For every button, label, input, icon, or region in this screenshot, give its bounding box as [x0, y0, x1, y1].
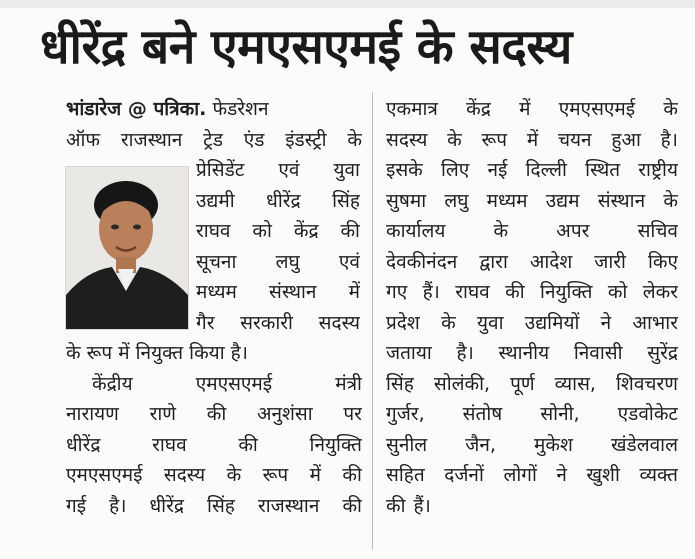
- text-line: [66, 125, 362, 156]
- word: के: [663, 189, 678, 212]
- word: में: [519, 98, 531, 120]
- text-line: [196, 247, 360, 278]
- left-top-lines: [66, 125, 362, 156]
- word: लिए: [440, 159, 470, 181]
- text-line: [196, 216, 360, 247]
- word: इंडस्ट्री: [285, 128, 327, 151]
- text-line: [66, 399, 362, 430]
- word: एकमात्र: [386, 98, 438, 120]
- word: खुशी: [586, 464, 620, 486]
- text-line: [66, 338, 362, 369]
- word: प्रेसिडेंट: [196, 159, 245, 181]
- word: है।: [660, 128, 678, 151]
- word: लघु: [275, 250, 300, 273]
- text-line: [196, 155, 360, 186]
- word: सहित: [386, 464, 425, 486]
- word: एमएसएमई: [558, 98, 636, 120]
- text-line: [386, 430, 678, 461]
- word: सुषमा: [386, 189, 427, 212]
- word: गुर्जर,: [386, 403, 425, 425]
- dateline-rest: फेडरेशन: [206, 98, 269, 120]
- word: उद्यमियों: [524, 311, 580, 334]
- word: अनुशंसा: [256, 403, 313, 425]
- word: धीरेंद्र: [266, 189, 301, 212]
- text-line: [66, 460, 362, 491]
- portrait-photo: [65, 166, 189, 330]
- word: के: [226, 464, 242, 486]
- word: राजस्थान: [257, 494, 320, 517]
- text-line: [386, 94, 678, 125]
- word: रूप: [262, 464, 289, 486]
- text-line: [386, 399, 678, 430]
- word: सिंह: [207, 494, 235, 517]
- text-line: [386, 460, 678, 491]
- text-line: [196, 308, 360, 339]
- text-line: [196, 277, 360, 308]
- word: एवं: [338, 250, 360, 273]
- word: संस्थान: [597, 189, 646, 212]
- word: की: [505, 281, 525, 303]
- word: दर्जनों: [444, 464, 484, 486]
- word: की: [386, 494, 406, 517]
- text-line: [386, 155, 678, 186]
- word: स्थानीय: [498, 342, 550, 364]
- text-line: [196, 186, 360, 217]
- word: कार्यालय: [386, 220, 446, 242]
- word: सदस्य: [318, 311, 360, 334]
- text-line: [386, 186, 678, 217]
- text-line: [386, 491, 678, 522]
- word: एडवोकेट: [617, 403, 678, 425]
- word: एंड: [243, 128, 265, 151]
- word: राजस्थान: [120, 128, 183, 151]
- word: किए: [647, 250, 678, 273]
- word: सोलंकी,: [433, 372, 491, 395]
- word: नियुक्ति: [309, 433, 362, 456]
- word: को: [607, 281, 628, 303]
- text-line: [386, 369, 678, 400]
- word: के रूप में नियुक्त किया है।: [66, 342, 248, 364]
- word: की: [340, 220, 360, 242]
- word: राघव: [152, 433, 187, 456]
- word: राघव: [196, 220, 231, 242]
- word: हुआ: [611, 128, 641, 151]
- word: राष्ट्रीय: [638, 159, 678, 181]
- text-line: [386, 277, 678, 308]
- word: सचिव: [637, 220, 678, 242]
- right-column: [386, 94, 678, 521]
- word: सोनी,: [540, 403, 580, 425]
- word: प्रदेश: [386, 311, 420, 334]
- word: अपर: [556, 220, 590, 242]
- word: में: [526, 128, 539, 151]
- word: लेकर: [642, 281, 678, 303]
- word: सिंह: [386, 372, 414, 395]
- word: राघव: [455, 281, 490, 303]
- word: केंद्र: [466, 98, 491, 120]
- column-divider: [372, 92, 373, 550]
- word: ने: [556, 464, 567, 486]
- word: गई: [66, 494, 87, 517]
- word: स्थित: [585, 159, 621, 181]
- word: लोगों: [503, 464, 537, 486]
- dateline-place: भांडारेज @ पत्रिका.: [66, 98, 207, 120]
- left-column-top: [66, 94, 362, 155]
- word: ट्रेड: [203, 128, 223, 151]
- word: सुरेंद्र: [647, 342, 678, 364]
- text-line: [66, 430, 362, 461]
- word: केंद्रीय: [92, 372, 133, 395]
- word: सदस्य: [386, 128, 428, 151]
- word: के: [493, 220, 509, 242]
- word: रूप: [481, 128, 508, 151]
- dateline-line: [66, 94, 362, 125]
- word: है।: [109, 494, 127, 517]
- word: हैं।: [413, 494, 431, 517]
- word: जताया: [386, 342, 432, 364]
- text-line: [386, 247, 678, 278]
- word: की: [342, 494, 362, 517]
- word: संतोष: [462, 403, 503, 425]
- left-column-wrap: [196, 155, 360, 338]
- word: इसके: [386, 159, 423, 181]
- word: केंद्र: [293, 220, 319, 242]
- text-line: [386, 216, 678, 247]
- word: दिल्ली: [525, 159, 567, 181]
- word: की: [206, 403, 227, 425]
- word: में: [309, 464, 321, 486]
- word: मुकेश: [534, 433, 573, 456]
- word: व्यास,: [554, 372, 596, 395]
- word: जारी: [594, 250, 626, 273]
- word: धीरेंद्र: [66, 433, 101, 456]
- text-line: [386, 308, 678, 339]
- word: एवं: [278, 159, 300, 181]
- word: एमएसएमई: [195, 372, 273, 395]
- word: आभार: [632, 311, 678, 334]
- word: हैं।: [422, 281, 440, 303]
- word: ने: [600, 311, 612, 334]
- word: राणे: [149, 403, 177, 425]
- word: चयन: [557, 128, 592, 151]
- word: नई: [487, 159, 508, 181]
- text-line: [66, 491, 362, 522]
- word: के: [441, 311, 456, 334]
- word: शिवचरण: [615, 372, 678, 395]
- word: मध्यम: [196, 281, 237, 303]
- word: देवकीनंदन: [386, 250, 458, 273]
- word: सदस्य: [163, 464, 206, 486]
- word: ऑफ: [66, 128, 101, 151]
- word: सरकारी: [240, 311, 293, 334]
- word: उद्यमी: [196, 189, 235, 212]
- word: है।: [456, 342, 474, 364]
- word: के: [347, 128, 362, 151]
- word: लघु: [444, 189, 469, 212]
- word: गैर: [196, 311, 215, 334]
- word: सुनील: [386, 433, 428, 456]
- left-column-bottom: [66, 338, 362, 521]
- word: मंत्री: [335, 372, 362, 395]
- word: में: [348, 281, 360, 303]
- word: आदेश: [529, 250, 573, 273]
- word: जैन,: [465, 433, 496, 456]
- text-line: [66, 369, 362, 400]
- word: द्वारा: [479, 250, 508, 273]
- word: खंडेलवाल: [611, 433, 678, 456]
- word: के: [447, 128, 462, 151]
- text-line: [386, 125, 678, 156]
- word: की: [238, 433, 258, 456]
- word: व्यक्त: [639, 464, 678, 486]
- word: के: [663, 98, 678, 120]
- word: सिंह: [332, 189, 360, 212]
- word: संस्थान: [269, 281, 317, 303]
- portrait-illustration: [66, 167, 188, 329]
- word: मध्यम: [486, 189, 528, 212]
- headline: धीरेंद्र बने एमएसएमई के सदस्य: [40, 19, 572, 75]
- word: उद्यम: [545, 189, 580, 212]
- word: नियुक्ति: [540, 281, 593, 303]
- text-line: [386, 338, 678, 369]
- word: नारायण: [66, 403, 119, 425]
- word: गए: [386, 281, 408, 303]
- word: सूचना: [196, 250, 237, 273]
- torn-top-edge: [0, 0, 695, 8]
- word: की: [342, 464, 362, 486]
- word: युवा: [333, 159, 360, 181]
- word: निवासी: [573, 342, 623, 364]
- word: को: [252, 220, 272, 242]
- word: युवा: [476, 311, 504, 334]
- word: एमएसएमई: [66, 464, 143, 486]
- word: पूर्ण: [510, 372, 535, 395]
- word: पर: [343, 403, 362, 425]
- word: धीरेंद्र: [149, 494, 184, 517]
